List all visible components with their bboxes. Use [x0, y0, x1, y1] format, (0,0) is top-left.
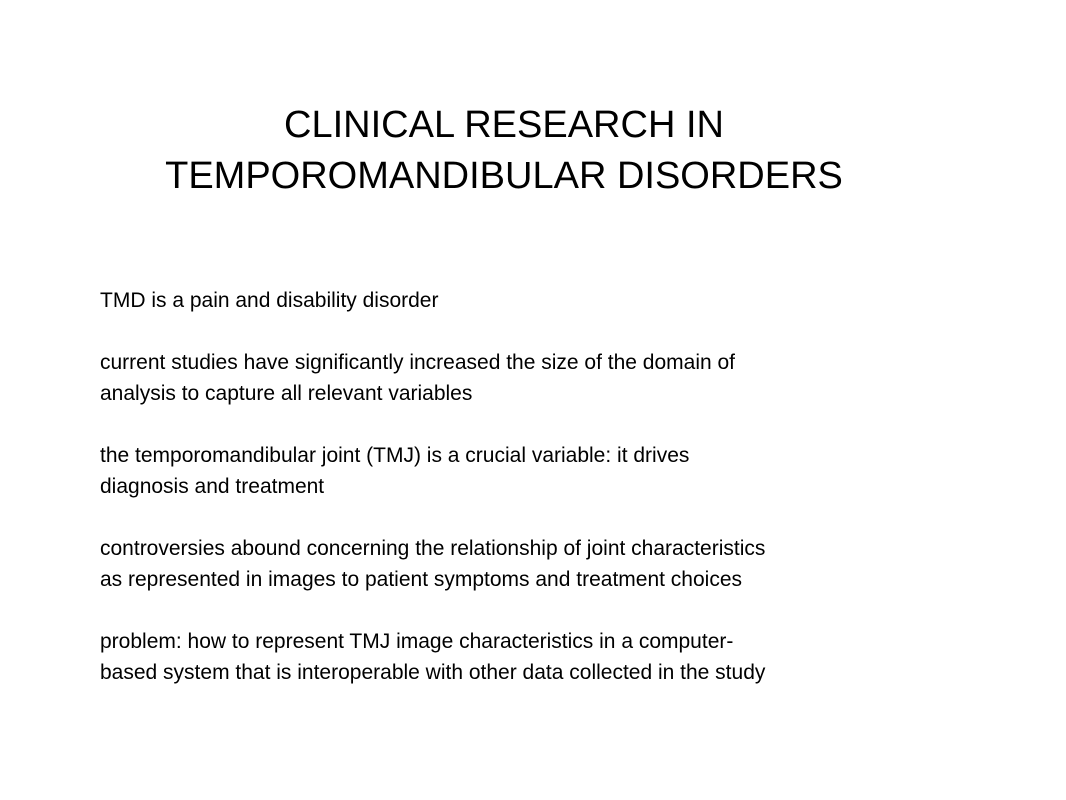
slide-title-line: TEMPOROMANDIBULAR DISORDERS [165, 155, 843, 197]
paragraph-line: current studies have significantly increased the size of the domain of [100, 351, 736, 374]
paragraph-line: problem: how to represent TMJ image characteristics in a computer- [100, 630, 734, 653]
paragraph-line: TMD is a pain and disability disorder [100, 289, 439, 312]
slide-title [0, 100, 1008, 202]
paragraph-line: analysis to capture all relevant variables [100, 382, 473, 405]
paragraph-controversies [100, 533, 1000, 595]
slide-body [100, 285, 1000, 719]
paragraph-line: the temporomandibular joint (TMJ) is a crucial variable: it drives [100, 444, 690, 467]
paragraph-tmj-variable [100, 440, 1000, 502]
paragraph-line: diagnosis and treatment [100, 475, 325, 498]
paragraph-problem [100, 626, 1000, 688]
paragraph-line: controversies abound concerning the relationship of joint characteristics [100, 537, 766, 560]
slide-title-line: CLINICAL RESEARCH IN [284, 104, 724, 146]
paragraph-tmd-definition [100, 285, 1000, 316]
paragraph-line: as represented in images to patient symptoms and treatment choices [100, 568, 742, 591]
paragraph-line: based system that is interoperable with other data collected in the study [100, 661, 766, 684]
paragraph-current-studies [100, 347, 1000, 409]
